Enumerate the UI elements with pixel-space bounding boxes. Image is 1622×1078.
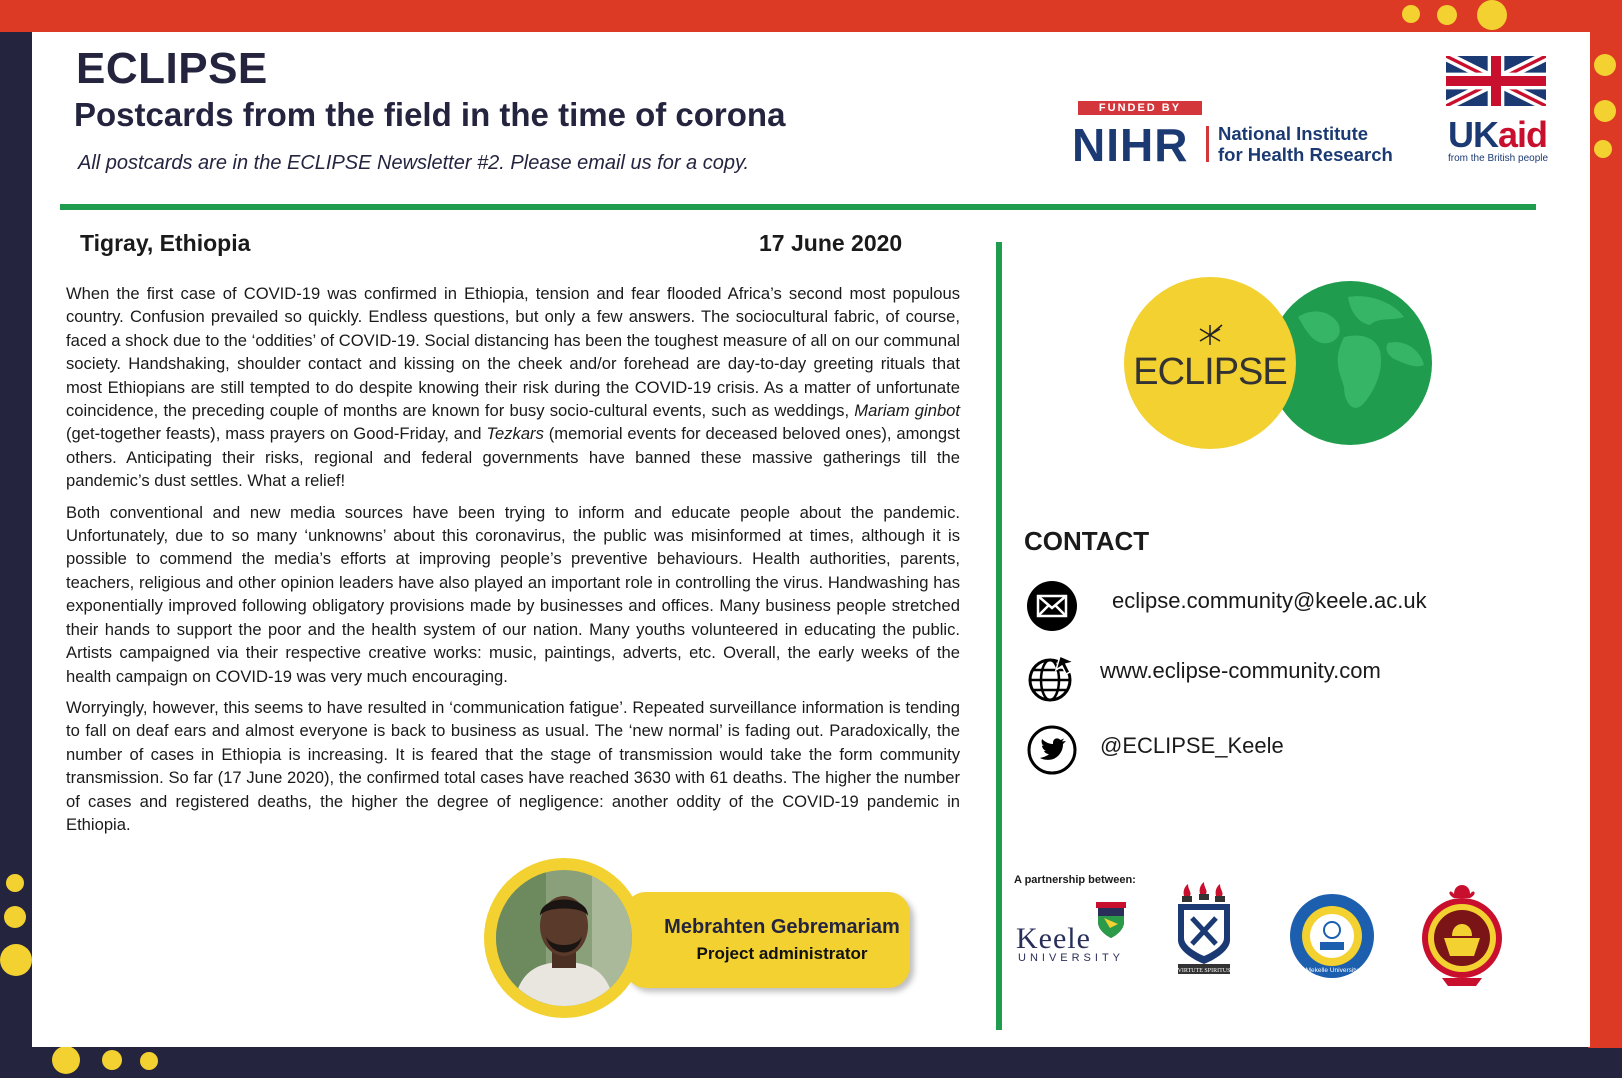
decor-dot: [6, 874, 24, 892]
nihr-line-1: National Institute: [1218, 123, 1369, 144]
keele-crest-icon: [1096, 902, 1126, 940]
ufba-motto: VIRTUTE SPIRITUS: [1177, 968, 1231, 974]
decor-dot: [0, 944, 32, 976]
paragraph-3: Worryingly, however, this seems to have resulted in ‘communication fatigue’. Repeated surveillance information is tending to fall on deaf ears and almost everyone is back to business as usual. The ‘new normal’ is fading out. Paradoxically, the number of cases in Ethiopia is increasing. It is feared that the stage of transmission would take the form community transmission. So far (17 June 2020), the confirmed total cases have reached 3630 with 61 deaths. The higher the number of cases and registered deaths, the higher the degree of negligence: another oddity of the COVID-19 pandemic in Ethiopia.: [66, 697, 960, 834]
nihr-divider: [1206, 126, 1209, 162]
eclipse-logo-text: ECLIPSE: [1133, 351, 1287, 393]
university-seal-icon: [1418, 878, 1506, 990]
author-role: Project administrator: [696, 944, 868, 963]
frame-right: [1588, 0, 1622, 1078]
paragraph-1-text-a: When the first case of COVID-19 was confirmed in Ethiopia, tension and fear flooded Africa’s second most populous country. Confusion prevailed so quickly. Endless questions, but only a few answers. The sociocultural fabric, of course, faced a shock due to the ‘oddities’ of COVID-19. Social distancing has been the toughest measure of all on our communal society. Handshaking, shoulder contact and kissing on the cheek and/or forehead are day-to-day greeting rituals that most Ethiopians are still tempted to do despite knowing their risk during the COVID-19 crisis. As a matter of unfortunate coincidence, the preceding couple of months are known for busy socio-cultural events, such as weddings,: [66, 284, 960, 421]
decor-dot: [1594, 100, 1616, 122]
decor-dot: [1477, 0, 1507, 30]
ukaid-logo: [1448, 114, 1547, 156]
ukaid-aid: aid: [1498, 114, 1548, 155]
decor-dot: [4, 906, 26, 928]
ukaid-tagline: from the British people: [1448, 153, 1549, 164]
twitter-icon[interactable]: [1026, 724, 1078, 776]
postcard-location: Tigray, Ethiopia: [80, 230, 251, 256]
author-portrait-icon: [496, 870, 632, 1006]
contact-twitter[interactable]: @ECLIPSE_Keele: [1100, 733, 1284, 758]
nihr-full-name: [1218, 123, 1393, 165]
postcard: [32, 32, 1590, 1047]
contact-website[interactable]: www.eclipse-community.com: [1100, 658, 1381, 683]
term-mariam-ginbot: Mariam ginbot: [854, 401, 961, 421]
frame-top: [0, 0, 1622, 32]
paragraph-2: Both conventional and new media sources have been trying to inform and educate people about the pandemic. Unfortunately, due to so many ‘unknowns’ about this coronavirus, the public was misinformed at times, although it is possible to commend the media’s efforts at improving people’s preventive behaviours. Health authorities, parents, teachers, religious and other opinion leaders have also played an important role in controlling the virus. Handwashing has exponentially improved following obligatory provisions made by businesses and offices. Many business people stretched their hands to support the poor and the health system of our nation. Many youths volunteered in educating the public. Artists campaigned via their respective creative works: music, paintings, adverts, etc. Overall, the early weeks of the health campaign on COVID-19 was very much encouraging.: [66, 502, 960, 686]
mekelle-seal-text: Mekelle University: [1305, 967, 1359, 974]
postcard-body: [66, 282, 960, 844]
nihr-line-2: for Health Research: [1218, 144, 1393, 165]
paragraph-1-text-b: (get-together feasts), mass prayers on Good-Friday, and: [66, 424, 487, 444]
header-divider: [60, 204, 1536, 210]
decor-dot: [140, 1052, 158, 1070]
author-name: Mebrahten Gebremariam: [664, 916, 900, 938]
decor-dot: [52, 1046, 80, 1074]
keele-logo-name: Keele: [1016, 922, 1091, 955]
author-card: [624, 892, 910, 988]
contact-email[interactable]: eclipse.community@keele.ac.uk: [1112, 588, 1427, 613]
paragraph-1-text-c: (memorial events for deceased beloved ones), amongst others. Anticipating their risks, regional and federal governments have banned these massive gatherings till the pandemic’s dust settles. What a relief!: [66, 424, 960, 491]
newsletter-note: All postcards are in the ECLIPSE Newsletter #2. Please email us for a copy.: [78, 152, 750, 174]
ukaid-uk: UK: [1448, 114, 1498, 155]
mekelle-seal-icon: [1288, 892, 1376, 980]
funded-by-badge: FUNDED BY: [1078, 101, 1202, 115]
avatar: [496, 870, 632, 1006]
page-title: ECLIPSE: [76, 44, 268, 93]
decor-dot: [1594, 54, 1616, 76]
term-tezkars: Tezkars: [486, 424, 544, 444]
paragraph-1: [66, 282, 960, 493]
frame-bottom: [0, 1048, 1622, 1078]
decor-dot: [102, 1050, 122, 1070]
partnership-label: A partnership between:: [1014, 874, 1136, 886]
globe-icon[interactable]: [1026, 652, 1078, 704]
contact-heading: CONTACT: [1024, 526, 1150, 556]
email-icon[interactable]: [1026, 580, 1078, 632]
postcard-date: 17 June 2020: [759, 230, 903, 256]
keele-logo-university: UNIVERSITY: [1018, 952, 1125, 964]
union-flag-icon: [1446, 52, 1546, 110]
nihr-logo: NIHR: [1072, 119, 1189, 171]
page-subtitle: Postcards from the field in the time of corona: [74, 96, 786, 133]
eclipse-logo: [1108, 277, 1438, 457]
ufba-crest-icon: [1172, 882, 1236, 976]
decor-dot: [1594, 140, 1612, 158]
decor-dot: [1402, 5, 1420, 23]
author-photo: [484, 858, 644, 1018]
column-divider: [996, 242, 1002, 1030]
decor-dot: [1437, 5, 1457, 25]
